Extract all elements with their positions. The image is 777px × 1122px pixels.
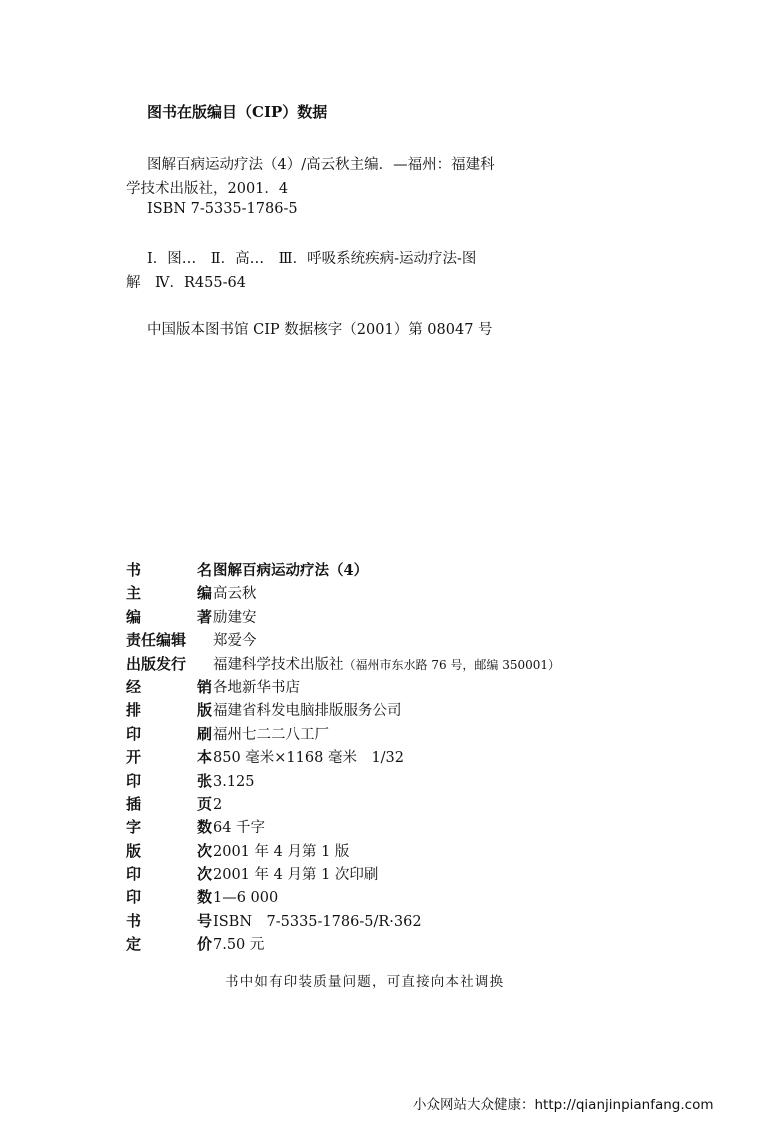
colophon-row-impression [126,863,560,886]
label-print-run: 印 数 [126,888,212,907]
value-impression: 2001 年 4 月第 1 次印刷 [213,867,379,884]
value-print-run: 1—6 000 [213,890,279,907]
cip-line-5: 解 Ⅳ．R455-64 [126,275,246,291]
value-isbn: ISBN 7-5335-1786-5/R·362 [213,913,422,930]
colophon-row-chief-editor [126,582,560,605]
label-impression: 印 次 [126,865,212,884]
colophon-row-title [126,559,560,582]
label-format: 开 本 [126,748,212,767]
value-book-title: 图解百病运动疗法（4） [213,562,369,579]
value-publisher: 福建科学技术出版社（福州市东水路 76 号，邮编 350001） [213,656,561,673]
value-format: 850 毫米×1168 毫米 1/32 [213,750,405,767]
colophon-row-author [126,606,560,629]
label-edition: 版 次 [126,841,212,860]
value-plates: 2 [213,796,223,813]
value-chief-editor: 高云秋 [213,586,257,603]
colophon-row-word-count [126,816,560,839]
colophon-row-edition [126,840,560,863]
value-word-count: 64 千字 [213,820,266,837]
cip-line-6: 中国版本图书馆 CIP 数据核字（2001）第 08047 号 [147,322,493,338]
label-printing: 印 刷 [126,724,212,743]
colophon-row-plates [126,793,560,816]
cip-heading: 图书在版编目（CIP）数据 [147,103,328,121]
label-price: 定 价 [126,935,212,954]
colophon-row-sheets [126,770,560,793]
cip-line-2: 学技术出版社，2001．4 [126,181,289,197]
colophon-row-distributor [126,676,560,699]
footer-watermark: 小众网站大众健康：http://qianjinpianfang.com [413,1097,714,1113]
cip-line-4: Ⅰ．图… Ⅱ．高… Ⅲ．呼吸系统疾病-运动疗法-图 [147,251,477,267]
publisher-address: （福州市东水路 76 号，邮编 350001） [343,657,561,672]
value-distributor: 各地新华书店 [213,679,300,696]
colophon [126,559,560,957]
cip-line-1: 图解百病运动疗法（4）/高云秋主编．—福州：福建科 [147,157,495,173]
colophon-row-publisher [126,653,560,676]
quality-notice: 书中如有印装质量问题，可直接向本社调换 [225,974,505,990]
colophon-row-print-run [126,886,560,909]
label-plates: 插 页 [126,794,212,813]
label-typesetting: 排 版 [126,701,212,720]
colophon-row-responsible-editor [126,629,560,652]
colophon-row-isbn [126,910,560,933]
colophon-row-typesetting [126,699,560,722]
colophon-row-price [126,933,560,956]
label-chief-editor: 主 编 [126,584,212,603]
colophon-row-printing [126,723,560,746]
label-word-count: 字 数 [126,818,212,837]
value-printing: 福州七二二八工厂 [213,726,329,743]
value-price: 7.50 元 [213,937,265,954]
value-typesetting: 福建省科发电脑排版服务公司 [213,703,402,720]
colophon-row-format [126,746,560,769]
label-publisher: 出版发行 [126,654,187,673]
value-sheets: 3.125 [213,773,255,790]
label-distributor: 经 销 [126,677,212,696]
label-book-title: 书 名 [126,561,212,579]
label-author: 编 著 [126,607,212,626]
value-responsible-editor: 郑爱今 [213,633,257,650]
label-isbn: 书 号 [126,911,212,930]
label-sheets: 印 张 [126,771,212,790]
value-edition: 2001 年 4 月第 1 版 [213,843,350,860]
cip-line-3: ISBN 7-5335-1786-5 [147,201,298,217]
value-author: 励建安 [213,609,257,626]
label-responsible-editor: 责任编辑 [126,631,187,650]
